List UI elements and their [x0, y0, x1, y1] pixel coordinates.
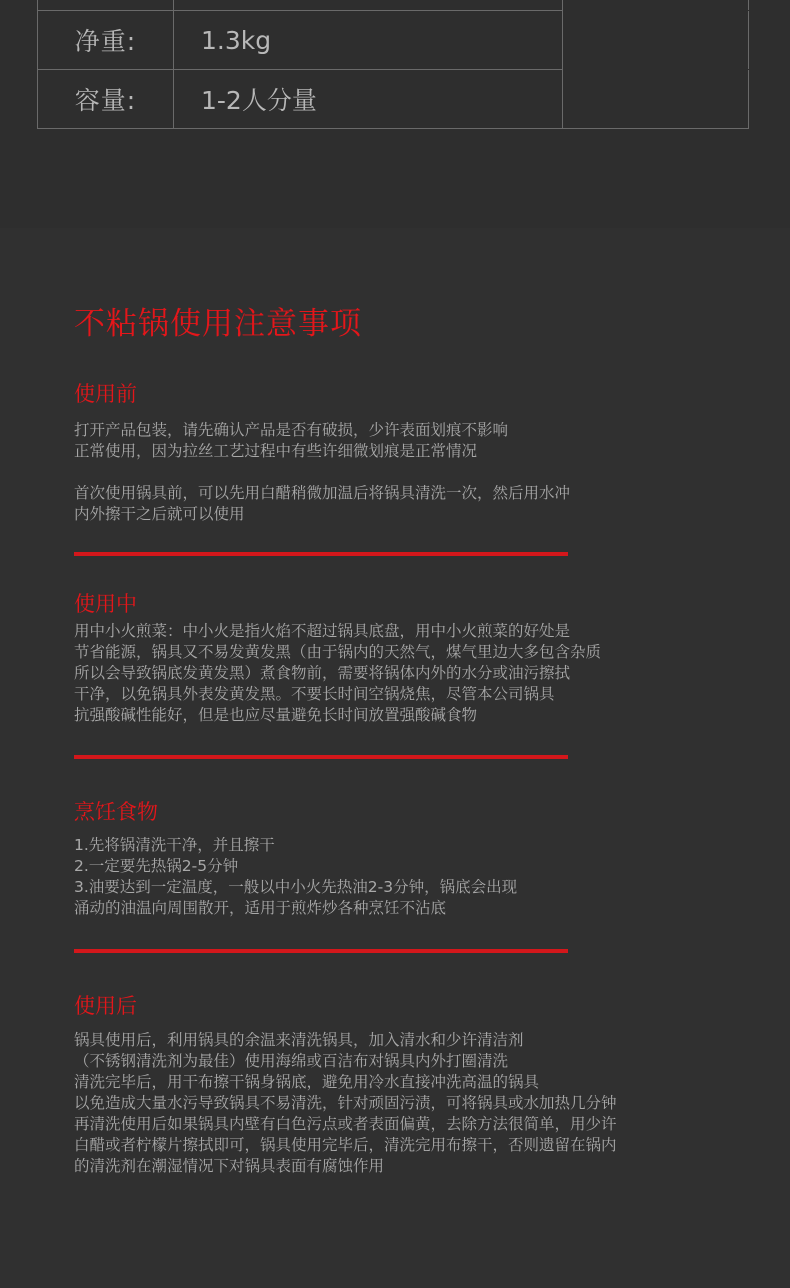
- section-paragraph: 用中小火煎菜：中小火是指火焰不超过锅具底盘，用中小火煎菜的好处是 节省能源，锅具又不易发黄发黑（由于锅内的天然气，煤气里边大多包含杂质 所以会导致锅底发黄发黑）煮食物前，需要将锅体内外的水分或油污擦拭 干净，以免锅具外表发黄发黑。不要长时间空锅烧焦，尽管本公司锅具 抗强酸碱性能好，但是也应尽量避免长时间放置强酸碱食物: [74, 622, 602, 724]
- spec-value: [174, 0, 563, 11]
- section-paragraph: 锅具使用后，利用锅具的余温来清洗锅具，加入清水和少许清洁剂 （不锈钢清洗剂为最佳）使用海绵或百洁布对锅具内外打圈清洗 清洗完毕后，用干布擦干锅身锅底，避免用冷水直接冲洗高温的锅具 以免造成大量水污导致锅具不易清洗，针对顽固污渍，可将锅具或水加热几分钟 再清洗使用后如果锅具内壁有白色污点或者表面偏黄，去除方法很简单，用少许 白醋或者柠檬片擦拭即可，锅具使用完毕后，清洗完用布擦干，否则遗留在锅内 的清洗剂在潮湿情况下对锅具表面有腐蚀作用: [74, 1031, 617, 1175]
- section-paragraph: 首次使用锅具前，可以先用白醋稍微加温后将锅具清洗一次，然后用水冲 内外擦干之后就可以使用: [74, 484, 571, 523]
- spec-empty-cell: [563, 70, 749, 129]
- spec-key: 净重:: [38, 11, 174, 70]
- spec-key: 容量:: [38, 70, 174, 129]
- spec-section: [0, 0, 790, 228]
- spec-key: [38, 0, 174, 11]
- spec-value: 1.3kg: [174, 11, 563, 70]
- section-divider: [74, 552, 568, 556]
- section-paragraph: 1.先将锅清洗干净，并且擦干 2.一定要先热锅2-5分钟 3.油要达到一定温度，一般以中小火先热油2-3分钟，锅底会出现 涌动的油温向周围散开，适用于煎炸炒各种烹饪不沾底: [74, 836, 518, 917]
- spec-row: [38, 70, 749, 129]
- usage-notes-section: [0, 228, 790, 1288]
- section-heading-cooking: 烹饪食物: [74, 800, 158, 824]
- section-paragraph: 打开产品包装，请先确认产品是否有破损，少许表面划痕不影响 正常使用，因为拉丝工艺过程中有些许细微划痕是正常情况: [74, 421, 509, 460]
- section-heading-after-use: 使用后: [74, 994, 137, 1018]
- spec-empty-cell: [563, 0, 749, 11]
- section-divider: [74, 755, 568, 759]
- spec-value: 1-2人分量: [174, 70, 563, 129]
- spec-row: [38, 0, 749, 11]
- spec-table: [37, 0, 749, 129]
- section-divider: [74, 949, 568, 953]
- notes-title: 不粘锅使用注意事项: [74, 306, 362, 342]
- section-heading-during-use: 使用中: [74, 592, 137, 616]
- spec-empty-cell: [563, 11, 749, 70]
- section-heading-before-use: 使用前: [74, 382, 137, 406]
- spec-row: [38, 11, 749, 70]
